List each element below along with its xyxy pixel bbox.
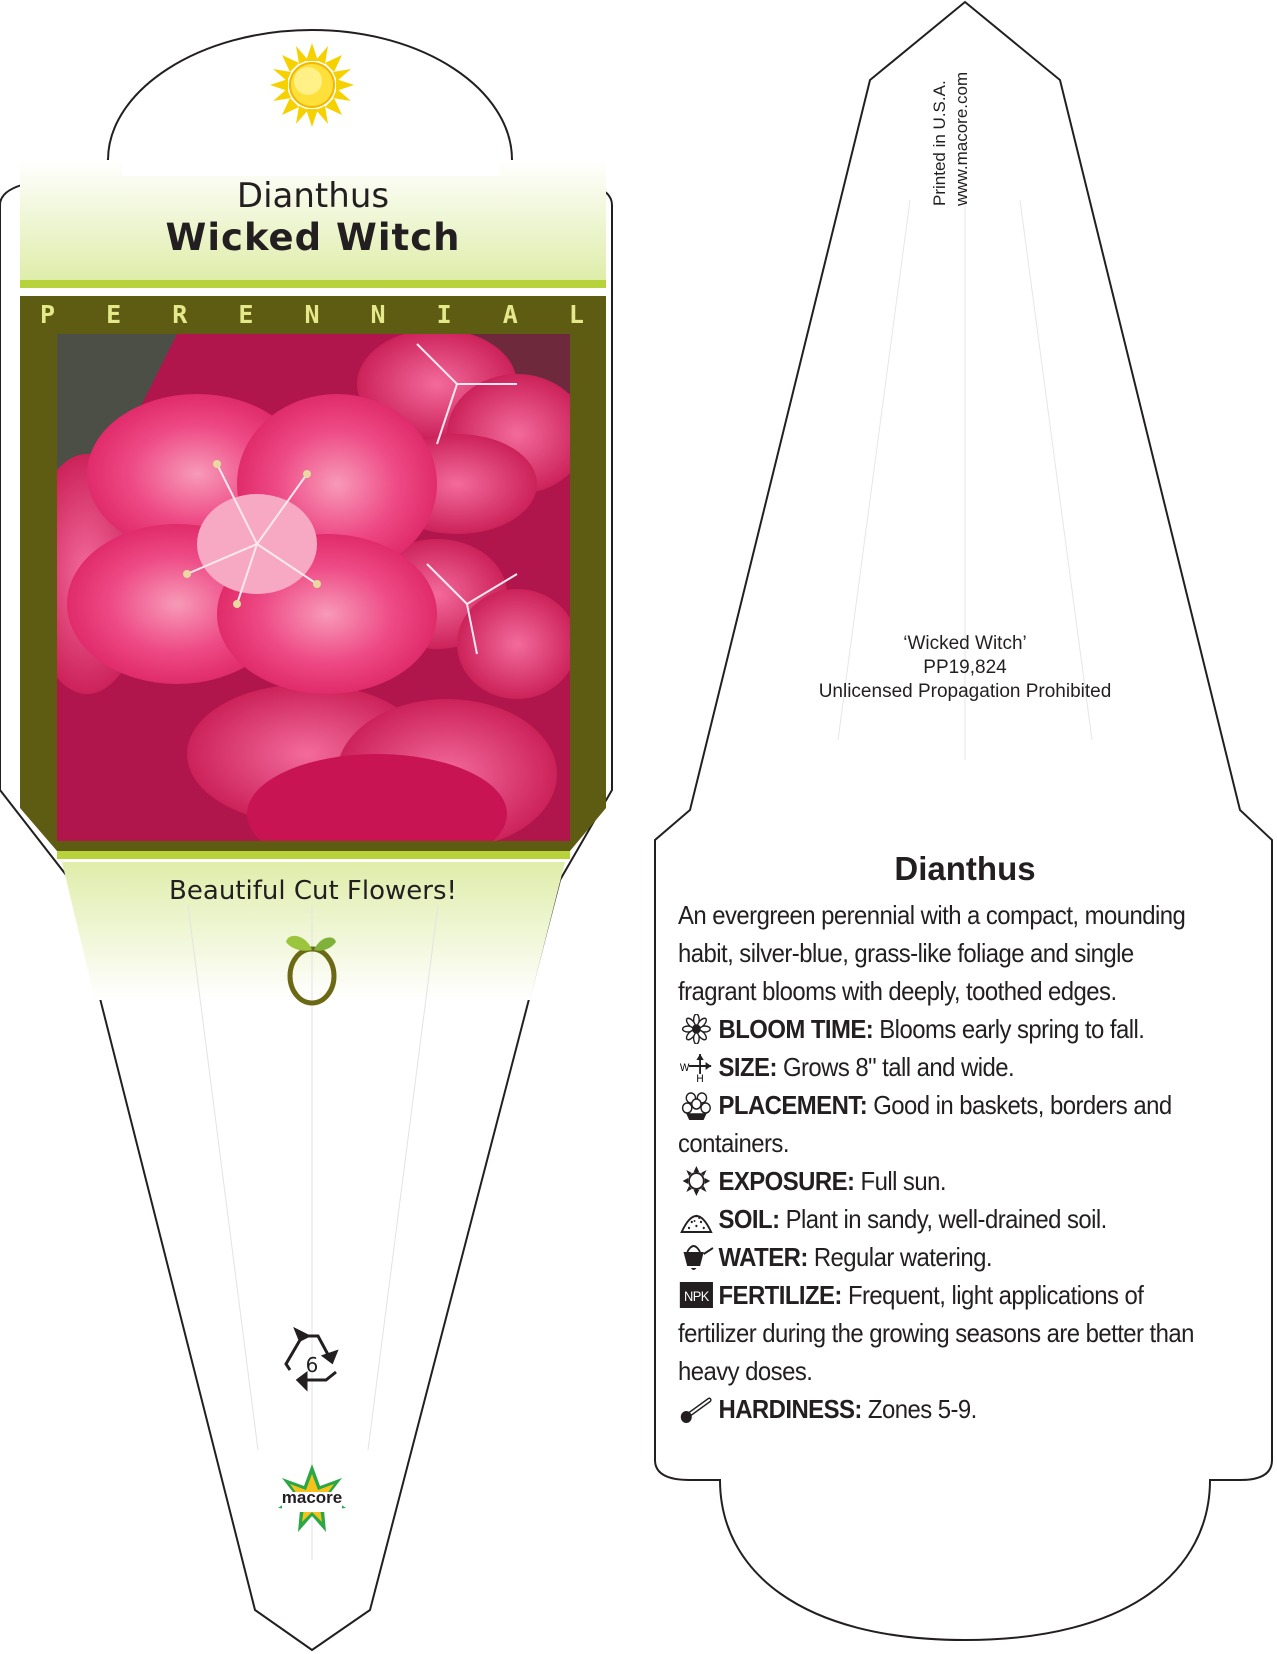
description: An evergreen perennial with a compact, mounding habit, silver-blue, grass-like foliage and single fragrant blooms with deeply, toothed edges. — [678, 900, 1186, 1006]
size-icon-w: W — [679, 1061, 689, 1075]
care-title: Dianthus — [894, 850, 1036, 887]
care-item-soil — [678, 1200, 1216, 1238]
category-label — [40, 300, 586, 332]
care-info — [678, 896, 1216, 1428]
genus-title: Dianthus — [236, 176, 390, 216]
water-icon — [678, 1242, 715, 1272]
npk-icon-text: NPK — [683, 1288, 709, 1305]
sun-icon — [270, 43, 354, 127]
placement-icon — [678, 1090, 715, 1120]
placement-text: Good in baskets, borders and containers. — [678, 1090, 1172, 1158]
flower-photo — [57, 334, 570, 841]
category-letter: P — [40, 300, 58, 329]
fertilize-text: Frequent, light applications of fertilizer during the growing seasons are better than heavy doses. — [678, 1280, 1194, 1386]
category-letter: E — [238, 300, 256, 329]
size-text: Grows 8" tall and wide. — [782, 1052, 1015, 1082]
category-letter: N — [370, 300, 388, 329]
care-item-placement — [678, 1086, 1216, 1162]
thermometer-icon — [678, 1394, 715, 1424]
care-item-hardiness — [678, 1390, 1216, 1428]
hardiness-text: Zones 5-9. — [867, 1394, 977, 1424]
brand-name: macore — [281, 1488, 343, 1507]
water-text: Regular watering. — [813, 1242, 992, 1272]
tagline: Beautiful Cut Flowers! — [169, 876, 457, 906]
patent-number: PP19,824 — [923, 657, 1007, 678]
soil-label: SOIL: — [718, 1204, 780, 1234]
exposure-text: Full sun. — [860, 1166, 946, 1196]
care-item-water — [678, 1238, 1216, 1276]
care-item-bloom — [678, 1010, 1216, 1048]
category-letter: R — [172, 300, 190, 329]
soil-text: Plant in sandy, well-drained soil. — [785, 1204, 1107, 1234]
variety-title: Wicked Witch — [165, 216, 461, 259]
flower-icon — [678, 1014, 715, 1044]
fertilize-label: FERTILIZE: — [718, 1280, 842, 1310]
care-item-exposure — [678, 1162, 1216, 1200]
printed-in-note: Printed in U.S.A. — [930, 80, 949, 206]
care-item-size — [678, 1048, 1216, 1086]
size-icon-h: H — [696, 1072, 704, 1082]
patent-notice: Unlicensed Propagation Prohibited — [818, 681, 1112, 702]
patent-variety: ‘Wicked Witch’ — [903, 633, 1027, 654]
recycle-number: 6 — [305, 1353, 319, 1377]
size-icon — [678, 1052, 715, 1082]
size-label: SIZE: — [718, 1052, 777, 1082]
bloom-label: BLOOM TIME: — [718, 1014, 874, 1044]
flower-illustration — [57, 334, 570, 841]
bloom-text: Blooms early spring to fall. — [879, 1014, 1145, 1044]
npk-icon — [678, 1280, 715, 1310]
header-stripe — [20, 280, 606, 288]
category-letter: N — [304, 300, 322, 329]
soil-icon — [678, 1204, 715, 1234]
category-letter: A — [502, 300, 520, 329]
exposure-label: EXPOSURE: — [718, 1166, 855, 1196]
category-letter: E — [106, 300, 124, 329]
sun-icon — [678, 1166, 715, 1196]
website: www.macore.com — [952, 71, 971, 206]
hardiness-label: HARDINESS: — [718, 1394, 862, 1424]
water-label: WATER: — [718, 1242, 808, 1272]
placement-label: PLACEMENT: — [718, 1090, 868, 1120]
print-notes — [930, 40, 990, 210]
category-letter: L — [568, 300, 586, 329]
lower-stripe — [57, 851, 570, 859]
category-letter: I — [436, 300, 454, 329]
care-item-fertilize — [678, 1276, 1216, 1390]
patent-block — [760, 632, 1170, 704]
